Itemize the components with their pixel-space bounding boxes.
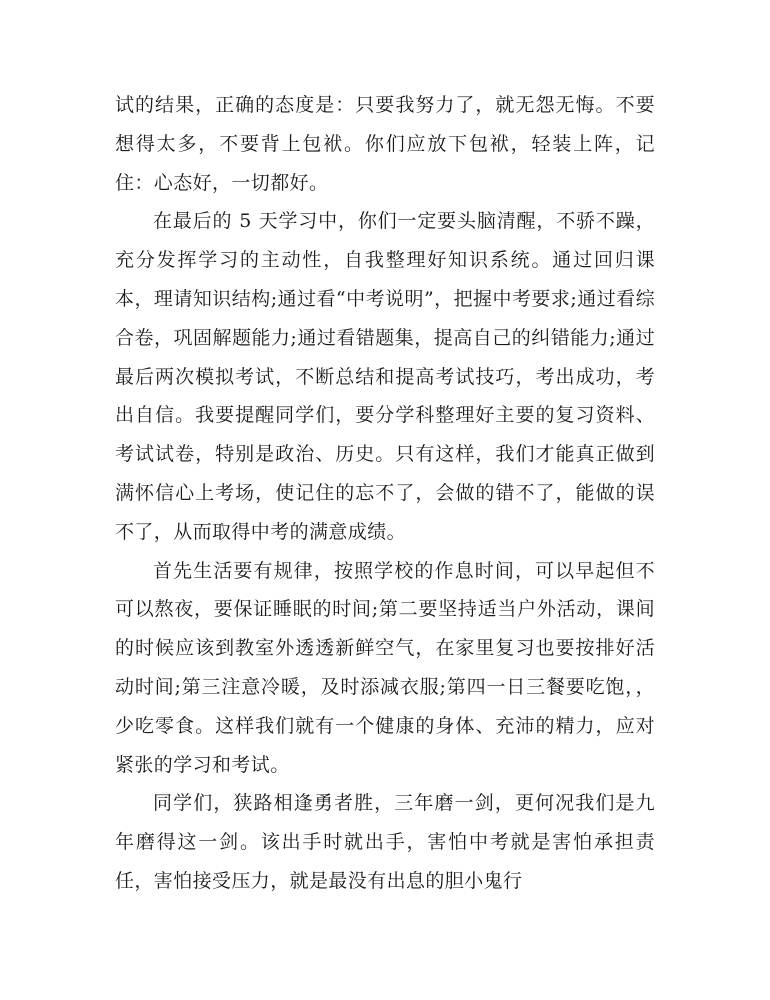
paragraph-3: 首先生活要有规律，按照学校的作息时间，可以早起但不可以熬夜，要保证睡眠的时间;第二要坚持适当户外活动，课间的时候应该到教室外透透新鲜空气，在家里复习也要按排好活动时间;第三注意冷暖，及时添减衣服;第四一日三餐要吃饱，，少吃零食。这样我们就有一个健康的身体、充沛的精力，应对紧张的学习和考试。: [115, 559, 655, 776]
paragraph-2: 在最后的 5 天学习中，你们一定要头脑清醒，不骄不躁，充分发挥学习的主动性，自我整理好知识系统。通过回归课本，理请知识结构;通过看“中考说明”，把握中考要求;通过看综合卷，巩固解题能力;通过看错题集，提高自己的纠错能力;通过最后两次模拟考试，不断总结和提高考试技巧，考出成功，考出自信。我要提醒同学们，要分学科整理好主要的复习资料、考试试卷，特别是政治、历史。只有这样，我们才能真正做到满怀信心上考场，使记住的忘不了，会做的错不了，能做的误不了，从而取得中考的满意成绩。: [115, 210, 655, 543]
paragraph-1: 试的结果，正确的态度是：只要我努力了，就无怨无悔。不要想得太多，不要背上包袱。你们应放下包袱，轻装上阵，记住：心态好，一切都好。: [115, 94, 655, 194]
paragraph-4: 同学们，狭路相逢勇者胜，三年磨一剑，更何况我们是九年磨得这一剑。该出手时就出手，害怕中考就是害怕承担责任，害怕接受压力，就是最没有出息的胆小鬼行: [115, 792, 655, 892]
document-page: [115, 86, 655, 901]
